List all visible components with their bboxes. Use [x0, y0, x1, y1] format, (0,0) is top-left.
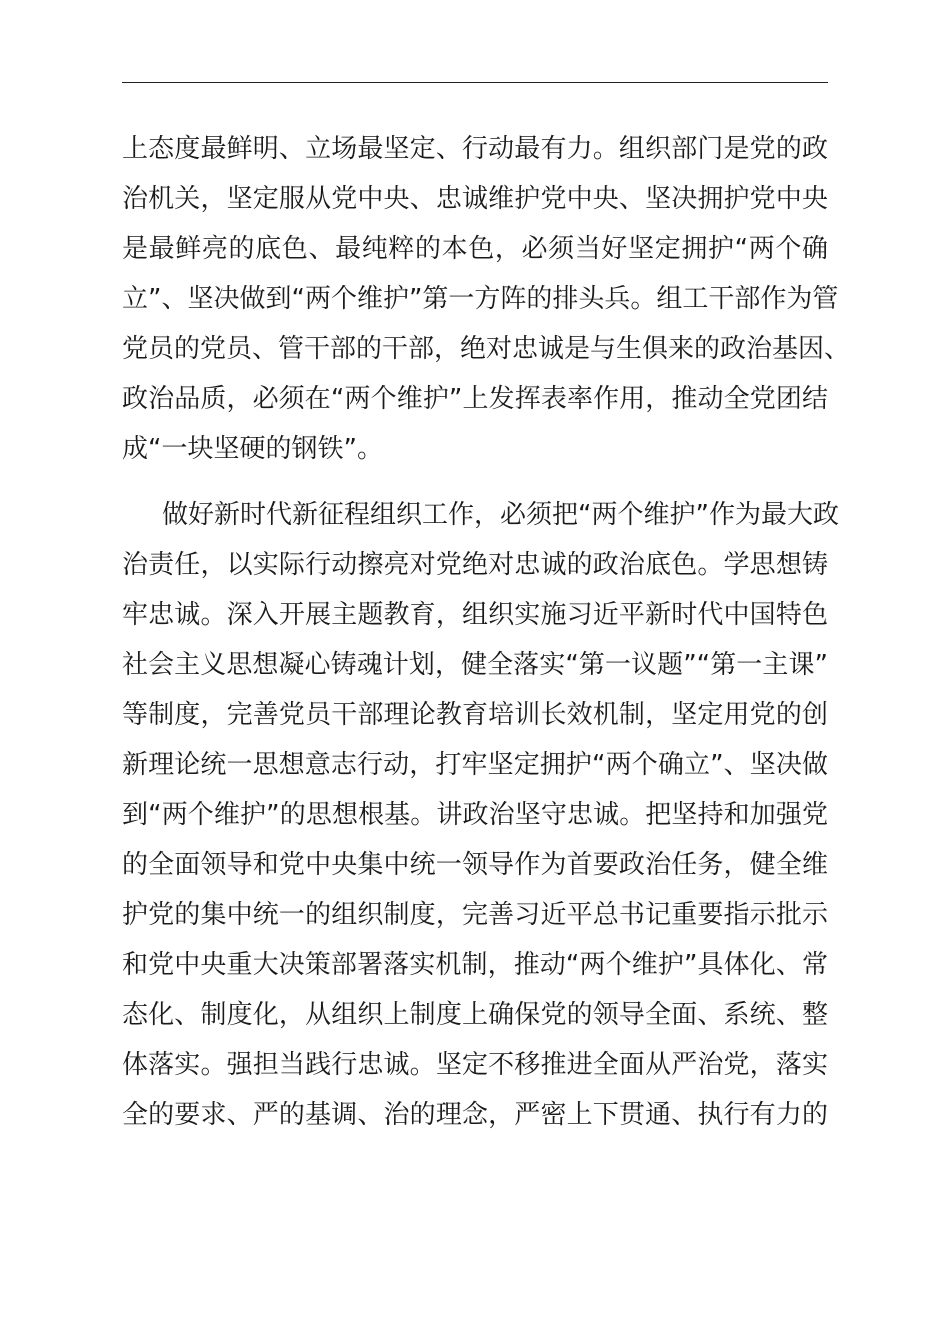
paragraph-1 [122, 124, 851, 474]
text-line: 全的要求、严的基调、治的理念，严密上下贯通、执行有力的 [122, 1100, 828, 1130]
text-line: 牢忠诚。深入开展主题教育，组织实施习近平新时代中国特色 [122, 600, 828, 630]
text-line: 等制度，完善党员干部理论教育培训长效机制，坚定用党的创 [122, 700, 828, 730]
text-line: 态化、制度化，从组织上制度上确保党的领导全面、系统、整 [122, 1000, 828, 1030]
text-line: 体落实。强担当践行忠诚。坚定不移推进全面从严治党，落实 [122, 1050, 828, 1080]
text-line: 政治品质，必须在“两个维护”上发挥表率作用，推动全党团结 [122, 384, 828, 414]
text-line: 社会主义思想凝心铸魂计划，健全落实“第一议题”“第一主课” [122, 650, 828, 680]
text-line: 和党中央重大决策部署落实机制，推动“两个维护”具体化、常 [122, 950, 828, 980]
header-rule [122, 82, 828, 83]
text-line: 上态度最鲜明、立场最坚定、行动最有力。组织部门是党的政 [122, 134, 828, 164]
document-body [122, 124, 851, 1140]
paragraph-spacer [122, 474, 828, 490]
paragraph-2 [122, 490, 839, 1140]
text-line: 治责任，以实际行动擦亮对党绝对忠诚的政治底色。学思想铸 [122, 550, 828, 580]
text-line: 护党的集中统一的组织制度，完善习近平总书记重要指示批示 [122, 900, 828, 930]
text-line: 做好新时代新征程组织工作，必须把“两个维护”作为最大政 [162, 500, 839, 530]
text-line: 成“一块坚硬的钢铁”。 [122, 434, 383, 464]
text-line: 是最鲜亮的底色、最纯粹的本色，必须当好坚定拥护“两个确 [122, 234, 828, 264]
text-line: 立”、坚决做到“两个维护”第一方阵的排头兵。组工干部作为管 [122, 284, 839, 314]
text-line: 党员的党员、管干部的干部，绝对忠诚是与生俱来的政治基因、 [122, 334, 851, 364]
text-line: 的全面领导和党中央集中统一领导作为首要政治任务，健全维 [122, 850, 828, 880]
text-line: 新理论统一思想意志行动，打牢坚定拥护“两个确立”、坚决做 [122, 750, 828, 780]
text-line: 治机关，坚定服从党中央、忠诚维护党中央、坚决拥护党中央 [122, 184, 828, 214]
text-line: 到“两个维护”的思想根基。讲政治坚守忠诚。把坚持和加强党 [122, 800, 828, 830]
